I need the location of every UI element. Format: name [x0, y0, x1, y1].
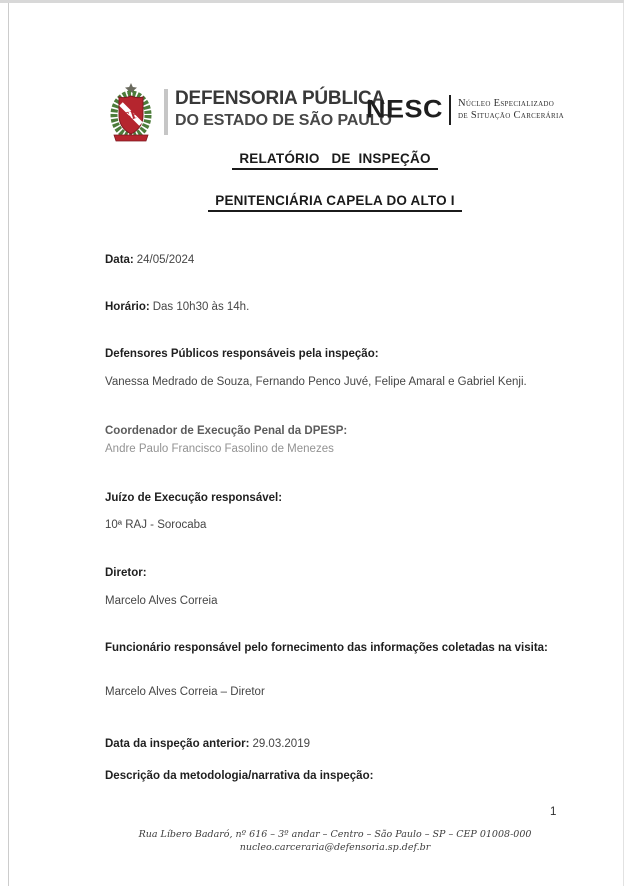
sp-coat-of-arms-logo	[102, 83, 160, 143]
field-label: Data da inspeção anterior:	[105, 738, 250, 750]
footer-email-line: nucleo.carceraria@defensoria.sp.def.br	[239, 842, 431, 853]
field-value: Vanessa Medrado de Souza, Fernando Penco Juvé, Felipe Amaral e Gabriel Kenji.	[105, 376, 527, 388]
org-name	[175, 89, 392, 129]
logo-divider	[164, 89, 168, 135]
report-title-text: RELATÓRIO DE INSPEÇÃO	[232, 151, 437, 170]
field-label: Diretor:	[105, 567, 147, 579]
field-label: Juízo de Execução responsável:	[105, 492, 283, 504]
report-title	[80, 150, 590, 170]
field-value: Marcelo Alves Correia – Diretor	[105, 686, 265, 698]
field-label: Descrição da metodologia/narrativa da inspeção:	[105, 770, 374, 782]
nesc-caption-line2: de Situação Carcerária	[458, 109, 564, 121]
field-label: Coordenador de Execução Penal da DPESP:	[105, 425, 348, 437]
time-field	[105, 298, 571, 316]
director-field-label	[105, 564, 571, 582]
coordinator-field-label	[105, 422, 571, 440]
field-label: Defensores Públicos responsáveis pela inspeção:	[105, 348, 379, 360]
page-edge-left	[8, 3, 9, 886]
nesc-wordmark: NESC	[366, 95, 444, 123]
coordinator-field-value	[105, 440, 571, 458]
execution-court-field-value	[105, 516, 571, 534]
defenders-field-label	[105, 345, 571, 363]
nesc-caption-line1: Núcleo Especializado	[458, 97, 555, 109]
nesc-divider	[449, 95, 451, 125]
svg-text:SP: SP	[121, 105, 141, 125]
page-number: 1	[550, 806, 557, 818]
date-field	[105, 251, 571, 269]
defenders-field-value	[105, 373, 571, 391]
field-value: 24/05/2024	[136, 254, 195, 266]
field-label: Horário:	[105, 301, 150, 313]
field-label: Data:	[105, 254, 134, 266]
nesc-caption	[458, 98, 564, 122]
org-name-line2: DO ESTADO DE SÃO PAULO	[175, 111, 392, 129]
org-name-line1: DEFENSORIA PÚBLICA	[175, 88, 385, 109]
field-value: 10ª RAJ - Sorocaba	[105, 519, 207, 531]
field-value: Andre Paulo Francisco Fasolino de Menezes	[105, 443, 334, 455]
nesc-logo	[366, 94, 564, 125]
field-label: Funcionário responsável pelo fornecimento das informações coletadas na visita:	[105, 642, 548, 654]
director-field-value	[105, 592, 571, 610]
footer-address-line: Rua Líbero Badaró, nº 616 – 3º andar – Centro – São Paulo – SP – CEP 01008-000	[138, 829, 532, 840]
field-value: 29.03.2019	[252, 738, 310, 750]
page-footer	[82, 828, 588, 854]
previous-inspection-field	[105, 735, 571, 753]
staff-field-label	[105, 639, 571, 657]
facility-title	[80, 192, 590, 212]
methodology-field	[105, 767, 571, 785]
staff-field-value	[105, 683, 571, 701]
field-value: Das 10h30 às 14h.	[152, 301, 250, 313]
page-edge-top	[0, 0, 624, 3]
field-value: Marcelo Alves Correia	[105, 595, 218, 607]
facility-title-text: PENITENCIÁRIA CAPELA DO ALTO I	[208, 193, 462, 212]
sp-coat-of-arms-icon	[102, 83, 160, 143]
execution-court-field-label	[105, 489, 571, 507]
